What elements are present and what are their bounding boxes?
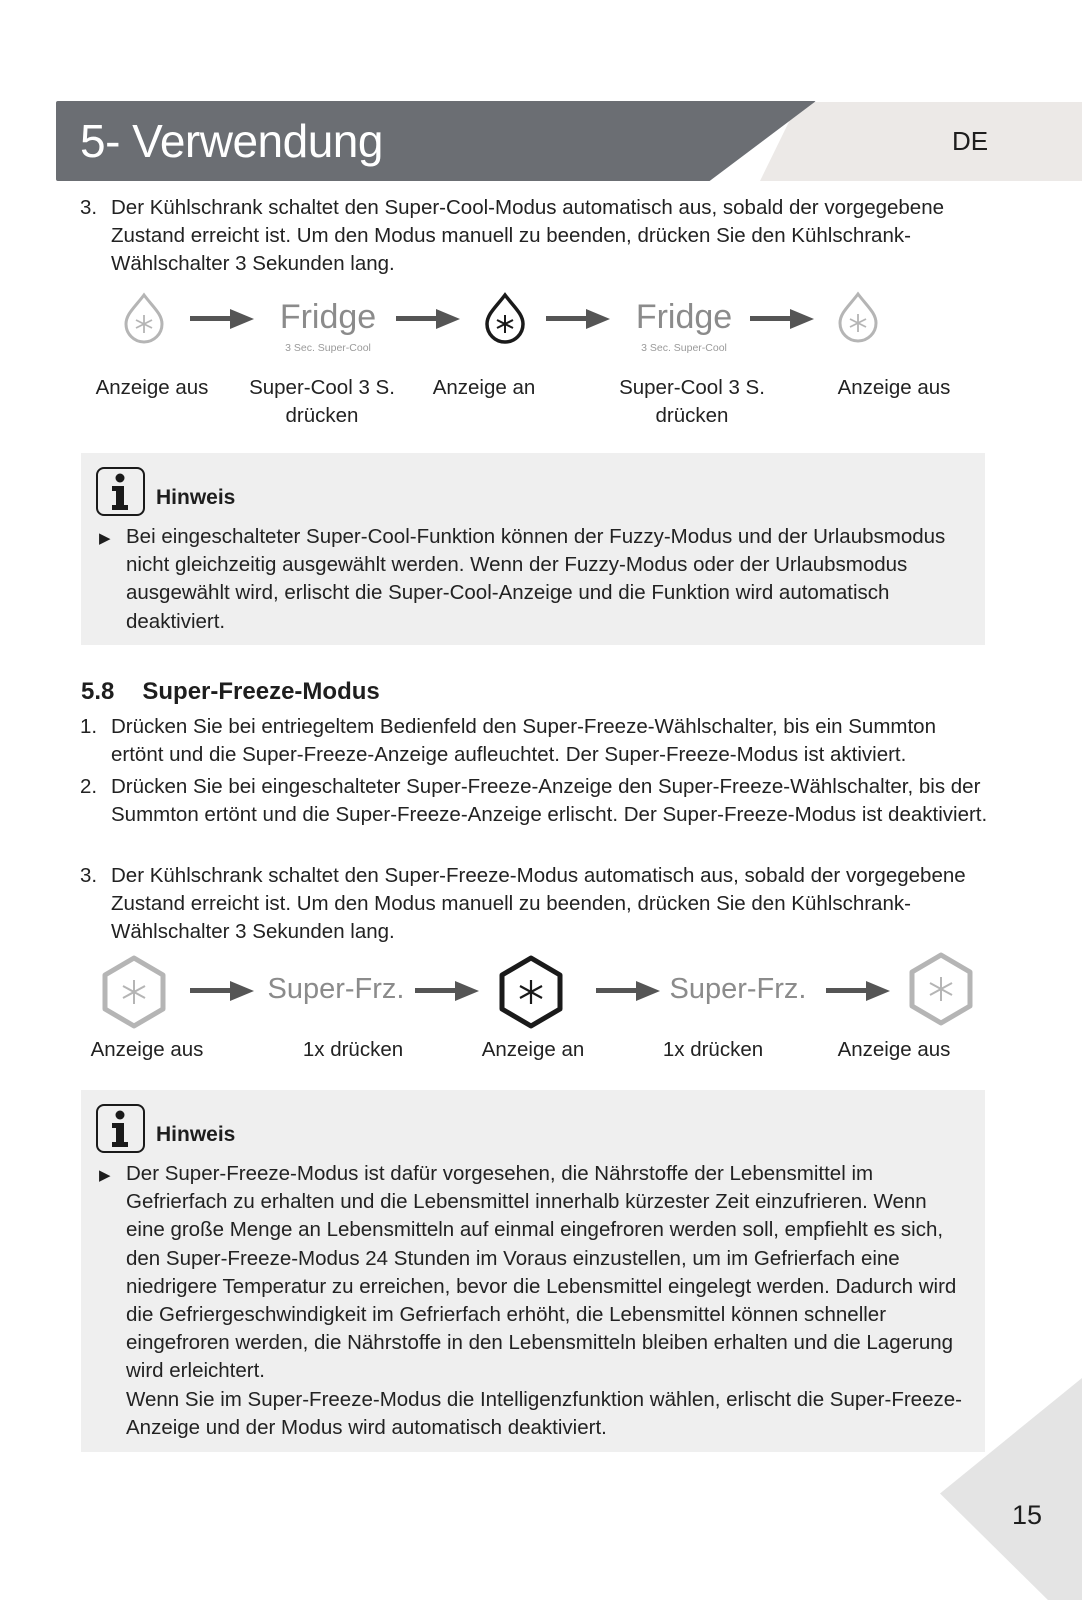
section-number: 5.8	[81, 678, 115, 705]
snowflake-hexagon-icon	[498, 955, 564, 1029]
note-box	[81, 453, 985, 645]
sequence-caption: Super-Cool 3 S. drücken	[249, 376, 395, 428]
section-title	[81, 678, 380, 706]
note-text: Der Super-Freeze-Modus ist dafür vorgesehen, die Nährstoffe der Lebensmittel im Gefrierfach zu erhalten und die Lebensmittel innerhalb kürzester Zeit einzufrieren. Wenn eine große Menge an Lebensmitteln auf einmal eingefroren werden soll, empfiehlt es sich, den Super-Freeze-Modus 24 Stunden im Voraus einzustellen, um im Gefrierfach eine niedrigere Temperatur zu erreichen, bevor die Lebensmittel eingelegt werden. Dadurch wird die Gefriergeschwindigkeit im Gefrierfach erhöht, die Lebensmittel können schneller eingefroren werden, die Nährstoffe in den Lebensmitteln bleiben erhalten und die Lagerung wird erleichtert.	[126, 1162, 957, 1383]
arrow-right-icon	[750, 309, 814, 329]
sequence-caption: Super-Cool 3 S. drücken	[619, 376, 765, 428]
fridge-button-label: Fridge	[635, 298, 733, 336]
arrow-right-icon	[596, 981, 660, 1001]
note-text: Bei eingeschalteter Super-Cool-Funktion können der Fuzzy-Modus und der Urlaubsmodus nicht gleichzeitig ausgewählt werden. Wenn der Fuzzy-Modus oder der Urlaubsmodus ausgewählt wird, erlischt die Super-Cool-Anzeige und die Funktion wird automatisch deaktiviert.	[126, 525, 946, 633]
section-heading: Super-Freeze-Modus	[142, 678, 380, 705]
chapter-title: 5- Verwendung	[80, 115, 383, 167]
super-freeze-button-label: Super-Frz.	[669, 973, 807, 1005]
fridge-button-sublabel: 3 Sec. Super-Cool	[285, 342, 371, 354]
page-number: 15	[1012, 1500, 1043, 1530]
fridge-button-label: Fridge	[279, 298, 377, 336]
arrow-right-icon	[190, 981, 254, 1001]
sequence-caption: Anzeige aus	[95, 376, 209, 399]
sequence-caption: Anzeige an	[432, 376, 536, 399]
list-item-text: Der Kühlschrank schaltet den Super-Freeze-Modus automatisch aus, sobald der vorgegebene Zustand erreicht ist. Um den Modus manuell zu beenden, drücken Sie den Kühlschrank-Wählschalter 3 Sekunden lang.	[111, 864, 966, 944]
triangle-bullet-icon: ▶	[99, 530, 111, 547]
list-number: 2.	[80, 775, 98, 798]
info-icon	[96, 1104, 145, 1153]
snowflake-drop-icon	[484, 293, 526, 343]
arrow-right-icon	[190, 309, 254, 329]
snowflake-hexagon-icon	[101, 955, 167, 1029]
list-number: 3.	[80, 864, 98, 887]
sequence-caption: Anzeige an	[481, 1038, 585, 1061]
sequence-caption: 1x drücken	[302, 1038, 404, 1061]
list-item-text: Der Kühlschrank schaltet den Super-Cool-Modus automatisch aus, sobald der vorgegebene Zustand erreicht ist. Um den Modus manuell zu beenden, drücken Sie den Kühlschrank-Wählschalter 3 Sekunden lang.	[111, 196, 945, 276]
info-icon	[96, 467, 145, 516]
header-language-tab	[760, 102, 1082, 181]
fridge-button-sublabel: 3 Sec. Super-Cool	[641, 342, 727, 354]
list-number: 3.	[80, 196, 98, 219]
sequence-caption: Anzeige aus	[90, 1038, 204, 1061]
sequence-caption: 1x drücken	[662, 1038, 764, 1061]
snowflake-drop-icon	[837, 292, 879, 342]
note-text: Wenn Sie im Super-Freeze-Modus die Intelligenzfunktion wählen, erlischt die Super-Freeze-Anzeige und der Modus wird automatisch deaktiviert.	[126, 1387, 962, 1439]
arrow-right-icon	[415, 981, 479, 1001]
note-box	[81, 1090, 985, 1452]
arrow-right-icon	[396, 309, 460, 329]
snowflake-drop-icon	[123, 293, 165, 343]
sequence-caption: Anzeige aus	[837, 1038, 951, 1061]
arrow-right-icon	[546, 309, 610, 329]
note-title: Hinweis	[156, 1123, 236, 1146]
list-number: 1.	[80, 715, 98, 738]
arrow-right-icon	[826, 981, 890, 1001]
super-freeze-button-label: Super-Frz.	[267, 973, 405, 1005]
list-item-text: Drücken Sie bei eingeschalteter Super-Freeze-Anzeige den Super-Freeze-Wählschalter, bis der Summton ertönt und die Super-Freeze-Anzeige erlischt. Der Super-Freeze-Modus ist deaktiviert.	[111, 775, 988, 827]
sequence-caption: Anzeige aus	[837, 376, 951, 399]
note-text-block	[126, 1160, 971, 1442]
snowflake-hexagon-icon	[908, 952, 974, 1026]
note-title: Hinweis	[156, 486, 236, 509]
list-item-text: Drücken Sie bei entriegeltem Bedienfeld den Super-Freeze-Wählschalter, bis ein Summton ertönt und die Super-Freeze-Anzeige aufleuchtet. Der Super-Freeze-Modus ist aktiviert.	[111, 715, 936, 767]
triangle-bullet-icon: ▶	[99, 1167, 111, 1184]
language-code: DE	[952, 126, 989, 156]
